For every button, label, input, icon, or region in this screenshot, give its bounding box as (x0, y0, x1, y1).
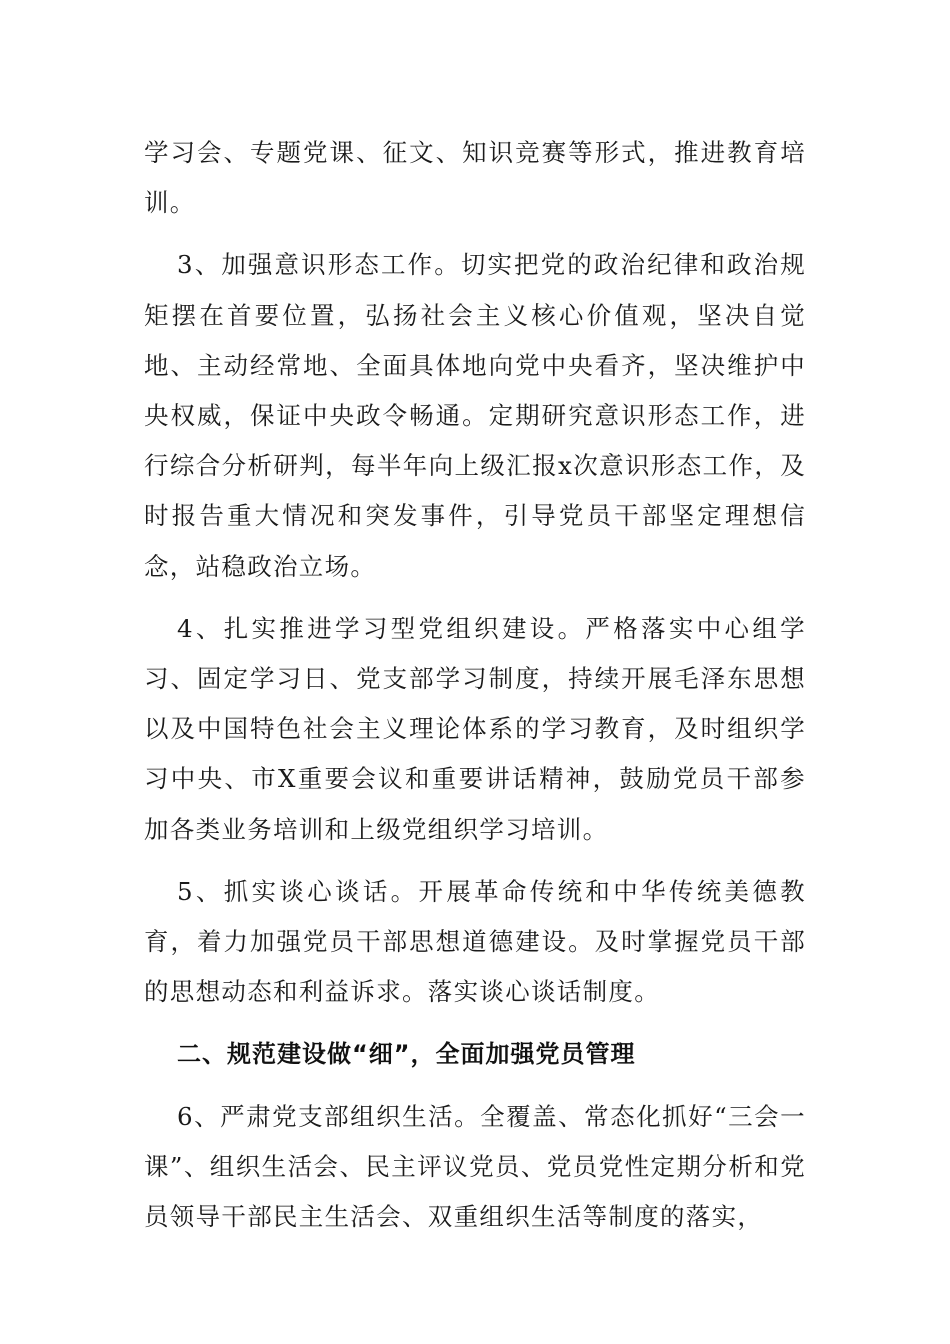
document-body (144, 128, 806, 1254)
paragraph-party-branch-life: 6、严肃党支部组织生活。全覆盖、常态化抓好“三会一课”、组织生活会、民主评议党员、党员党性定期分析和党员领导干部民主生活会、双重组织生活等制度的落实， (144, 1101, 806, 1232)
section-heading: 二、规范建设做“细”，全面加强党员管理 (177, 1040, 636, 1069)
paragraph-learning-organization: 4、扎实推进学习型党组织建设。严格落实中心组学习、固定学习日、党支部学习制度，持续开展毛泽东思想以及中国特色社会主义理论体系的学习教育，及时组织学习中央、市X重要会议和重要讲话精神，鼓励党员干部参加各类业务培训和上级党组织学习培训。 (144, 613, 806, 844)
paragraph-continuation: 学习会、专题党课、征文、知识竞赛等形式，推进教育培训。 (144, 138, 806, 218)
paragraph-ideology-work: 3、加强意识形态工作。切实把党的政治纪律和政治规矩摆在首要位置，弘扬社会主义核心价值观，坚决自觉地、主动经常地、全面具体地向党中央看齐，坚决维护中央权威，保证中央政令畅通。定期研究意识形态工作，进行综合分析研判，每半年向上级汇报x次意识形态工作，及时报告重大情况和突发事件，引导党员干部坚定理想信念，站稳政治立场。 (144, 250, 806, 581)
paragraph-heart-to-heart-talks: 5、抓实谈心谈话。开展革命传统和中华传统美德教育，着力加强党员干部思想道德建设。及时掌握党员干部的思想动态和利益诉求。落实谈心谈话制度。 (144, 876, 806, 1007)
